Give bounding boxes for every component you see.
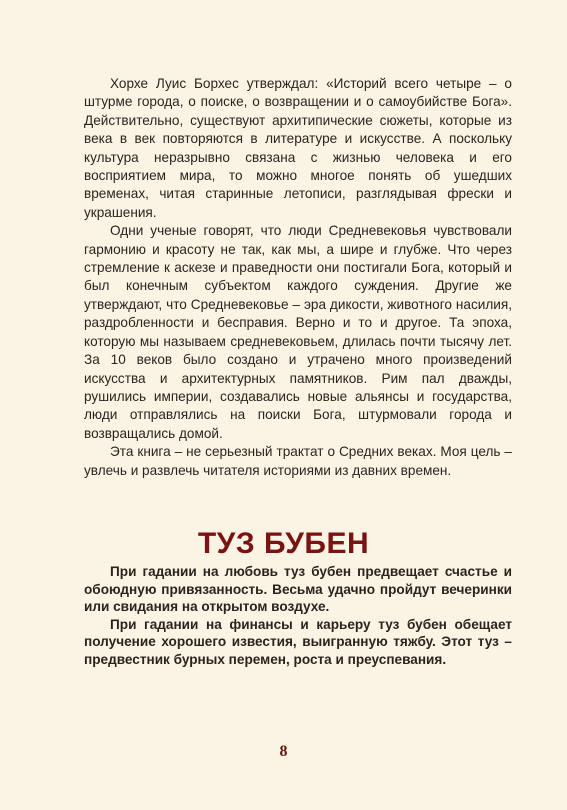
- page-number: 8: [279, 743, 288, 760]
- fortune-paragraph-finance: При гадании на финансы и карьеру туз бубен обещает получение хорошего известия, выигранную тяжбу. Этот туз – предвестник бурных перемен, роста и преуспевания.: [84, 616, 512, 667]
- section-heading: ТУЗ БУБЕН: [197, 527, 370, 560]
- intro-paragraph-2: Одни ученые говорят, что люди Средневековья чувствовали гармонию и красоту не так, как мы, а шире и глубже. Что через стремление к аскезе и праведности они постигали Бога, который и был конечным субъектом каждого суждения. Другие же утверждают, что Средневековье – эра дикости, животного насилия, раздробленности и бесправия. Верно и то и другое. Та эпоха, которую мы называем средневековьем, длилась почти тысячу лет. За 10 веков было создано и утрачено много произведений искусства и архитектурных памятников. Рим пал дважды, рушились империи, создавались новые альянсы и государства, люди отправлялись на поиски Бога, штурмовали города и возвращались домой.: [84, 223, 512, 441]
- fortune-paragraph-love: При гадании на любовь туз бубен предвещает счастье и обоюдную привязанность. Весьма удачно пройдут вечеринки или свидания на открытом воздухе.: [84, 564, 512, 615]
- intro-paragraph-1: Хорхе Луис Борхес утверждал: «Историй всего четыре – о штурме города, о поиске, о возвращении и о самоубийстве Бога». Действительно, существуют архитипические сюжеты, которые из века в век повторяются в литературе и искусстве. А поскольку культура неразрывно связана с жизнью человека и его восприятием мира, то можно многое понять об ушедших временах, читая старинные летописи, разглядывая фрески и украшения.: [84, 76, 512, 220]
- intro-paragraph-3: Эта книга – не серьезный трактат о Средних веках. Моя цель – увлечь и развлечь читателя историями из давних времен.: [84, 444, 512, 478]
- intro-text: [84, 75, 512, 480]
- fortune-text: [84, 563, 512, 669]
